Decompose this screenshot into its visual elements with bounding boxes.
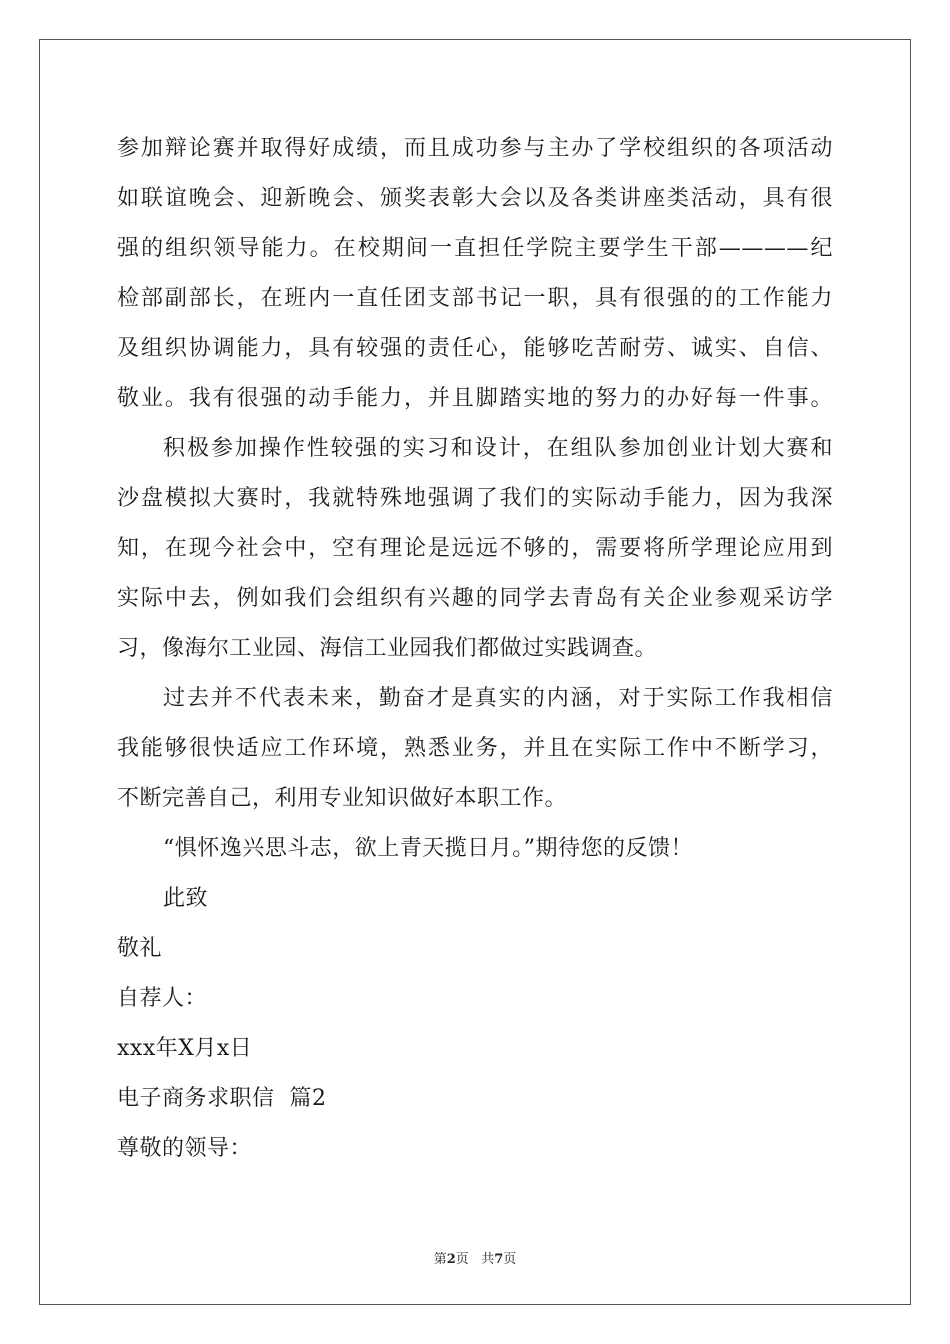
- letter-date: xxx年X月x日: [117, 1036, 253, 1061]
- footer-suffix: 页: [503, 1252, 517, 1267]
- salutation: 尊敬的领导：: [117, 1136, 253, 1161]
- text-line: 敬业。我有很强的动手能力，并且脚踏实地的努力的办好每一件事。: [117, 386, 833, 411]
- text-line: 我能够很快适应工作环境，熟悉业务，并且在实际工作中不断学习，: [117, 736, 833, 761]
- footer-mid: 页 共: [455, 1252, 495, 1267]
- footer-total-pages: 7: [494, 1252, 504, 1267]
- letter-body: [117, 124, 833, 1174]
- footer-prefix: 第: [433, 1252, 447, 1267]
- paragraph-3: [117, 674, 833, 824]
- closing-jingli: 敬礼: [117, 936, 163, 961]
- page-footer: [0, 1248, 950, 1267]
- text-line: 及组织协调能力，具有较强的责任心，能够吃苦耐劳、诚实、自信、: [117, 336, 833, 361]
- footer-page-number: 2: [446, 1252, 456, 1267]
- section-title: 电子商务求职信 篇2: [117, 1086, 327, 1111]
- closing-cizhi: 此致: [163, 886, 209, 911]
- signer-label: 自荐人：: [117, 986, 208, 1011]
- paragraph-1: [117, 124, 833, 424]
- closing-quote: “惧怀逸兴思斗志，欲上青天揽日月。”期待您的反馈！: [163, 836, 693, 861]
- text-line: 知，在现今社会中，空有理论是远远不够的，需要将所学理论应用到: [117, 536, 833, 561]
- text-line: 实际中去，例如我们会组织有兴趣的同学去青岛有关企业参观采访学: [117, 586, 833, 611]
- text-line: 过去并不代表未来，勤奋才是真实的内涵，对于实际工作我相信: [163, 686, 833, 711]
- text-line: 参加辩论赛并取得好成绩，而且成功参与主办了学校组织的各项活动: [117, 136, 833, 161]
- text-line: 检部副部长，在班内一直任团支部书记一职，具有很强的的工作能力: [117, 286, 833, 311]
- text-line: 积极参加操作性较强的实习和设计，在组队参加创业计划大赛和: [163, 436, 833, 461]
- text-line: 强的组织领导能力。在校期间一直担任学院主要学生干部————纪: [117, 236, 833, 261]
- text-line: 不断完善自己，利用专业知识做好本职工作。: [117, 786, 568, 811]
- text-line: 如联谊晚会、迎新晚会、颁奖表彰大会以及各类讲座类活动，具有很: [117, 186, 833, 211]
- text-line: 沙盘模拟大赛时，我就特殊地强调了我们的实际动手能力，因为我深: [117, 486, 833, 511]
- text-line: 习，像海尔工业园、海信工业园我们都做过实践调查。: [117, 636, 658, 661]
- paragraph-2: [117, 424, 833, 674]
